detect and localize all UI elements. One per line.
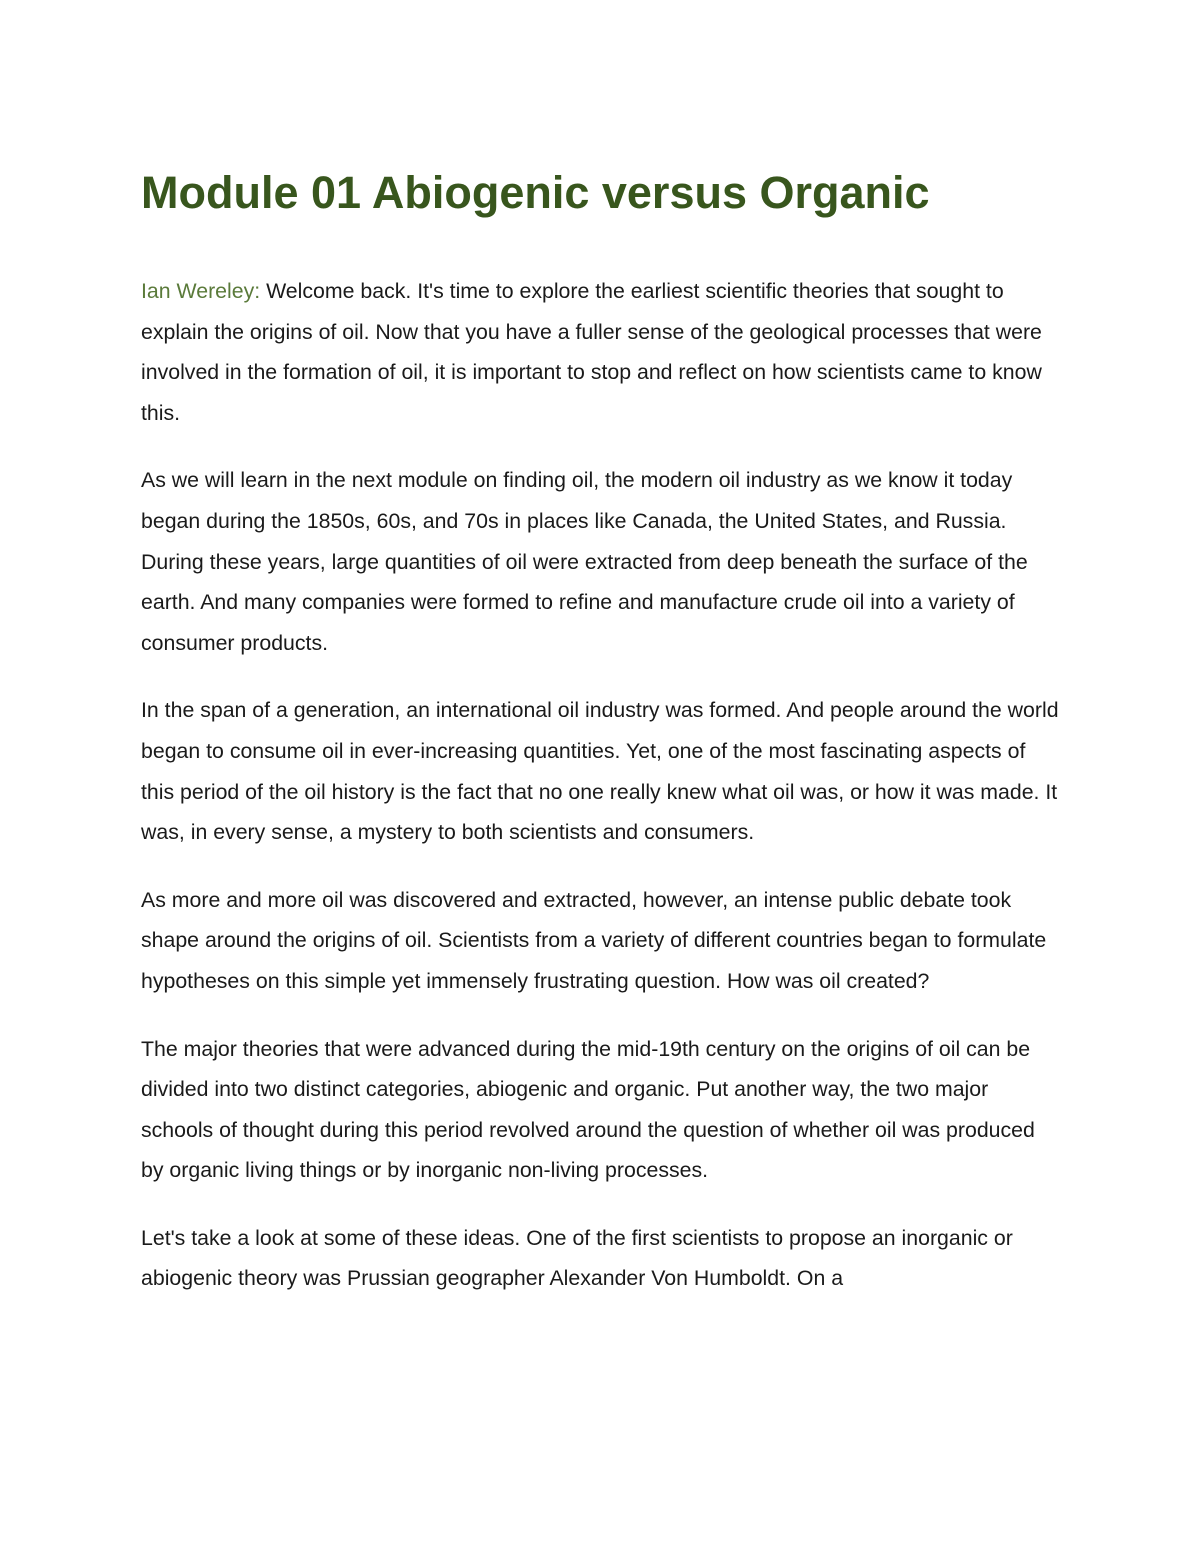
paragraph-4: As more and more oil was discovered and extracted, however, an intense public debate took shape around the origins of oil. Scientists from a variety of different countries began to formulate hypotheses on this simple yet immensely frustrating question. How was oil created? <box>141 887 1047 993</box>
paragraph-1 <box>141 271 1061 433</box>
paragraph-2: As we will learn in the next module on finding oil, the modern oil industry as we know it today began during the 1850s, 60s, and 70s in places like Canada, the United States, and Russia. During these years, large quantities of oil were extracted from deep beneath the surface of the earth. And many companies were formed to refine and manufacture crude oil into a variety of consumer products. <box>141 468 1028 655</box>
paragraph-5: The major theories that were advanced during the mid-19th century on the origins of oil can be divided into two distinct categories, abiogenic and organic. Put another way, the two major schools of thought during this period revolved around the question of whether oil was produced by organic living things or by inorganic non-living processes. <box>141 1036 1035 1183</box>
speaker-name: Ian Wereley: <box>141 279 261 303</box>
document-title: Module 01 Abiogenic versus Organic <box>141 167 930 218</box>
document-content <box>141 163 1061 1326</box>
paragraph-3: In the span of a generation, an international oil industry was formed. And people around the world began to consume oil in ever-increasing quantities. Yet, one of the most fascinating aspects of this period of the oil history is the fact that no one really knew what oil was, or how it was made. It was, in every sense, a mystery to both scientists and consumers. <box>141 698 1059 845</box>
document-body <box>141 271 1061 1299</box>
paragraph-1-text: Welcome back. It's time to explore the earliest scientific theories that sought to explain the origins of oil. Now that you have a fuller sense of the geological processes that were involved in the formation of oil, it is important to stop and reflect on how scientists came to know this. <box>141 279 1042 425</box>
paragraph-6: Let's take a look at some of these ideas. One of the first scientists to propose an inorganic or abiogenic theory was Prussian geographer Alexander Von Humboldt. On a <box>141 1225 1013 1291</box>
